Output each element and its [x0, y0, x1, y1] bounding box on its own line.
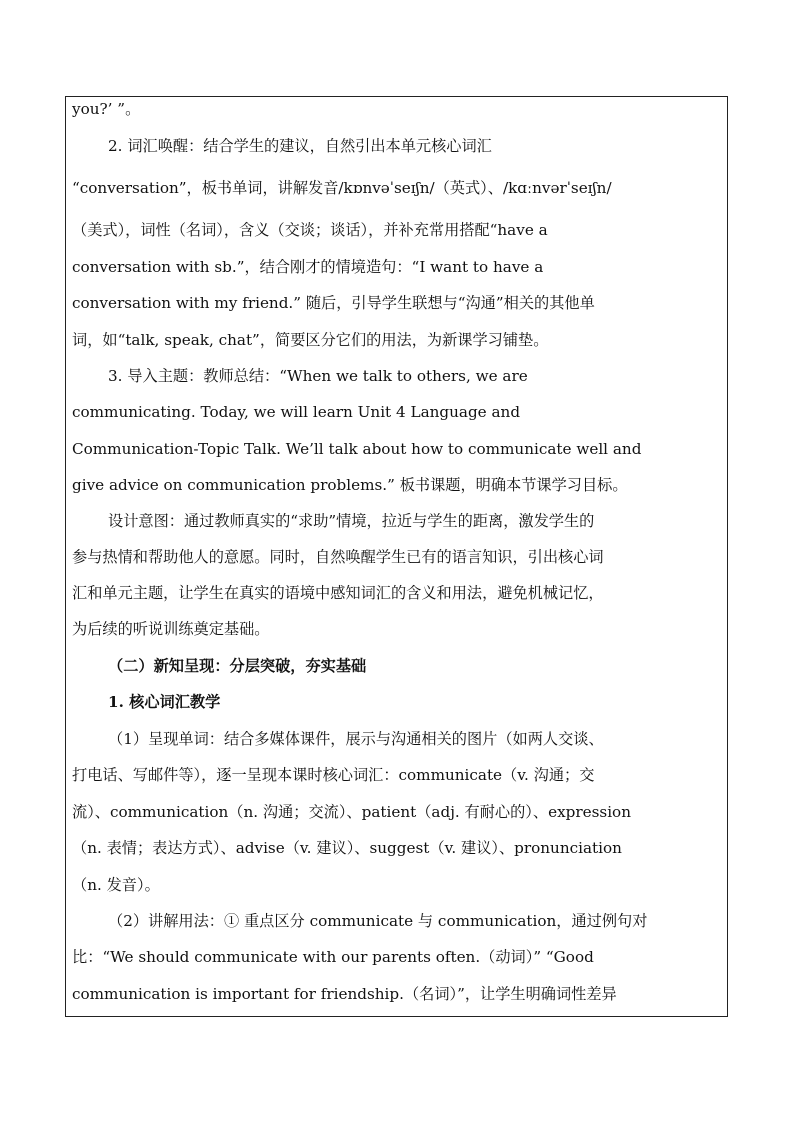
text-line: （n. 发音）。 — [72, 876, 160, 894]
text-line: 2. 词汇唤醒：结合学生的建议，自然引出本单元核心词汇 — [108, 137, 492, 155]
text-line: 打电话、写邮件等），逐一呈现本课时核心词汇：communicate（v. 沟通；交 — [72, 766, 595, 784]
subsection-heading: 1. 核心词汇教学 — [108, 693, 221, 711]
text-line: conversation with sb.”，结合刚才的情境造句：“I want to have a — [72, 258, 544, 276]
text-line: （美式），词性（名词），含义（交谈；谈话），并补充常用搭配“have a — [72, 221, 548, 239]
text-line: give advice on communication problems.” 板书课题，明确本节课学习目标。 — [72, 476, 628, 494]
text-line: 为后续的听说训练奠定基础。 — [72, 620, 270, 638]
text-line: （1）呈现单词：结合多媒体课件，展示与沟通相关的图片（如两人交谈、 — [108, 730, 604, 748]
text-line: 参与热情和帮助他人的意愿。同时，自然唤醒学生已有的语言知识，引出核心词 — [72, 548, 604, 566]
text-line: （2）讲解用法：① 重点区分 communicate 与 communication，通过例句对 — [108, 912, 648, 930]
text-line: communication is important for friendship.（名词）”，让学生明确词性差异 — [72, 985, 617, 1003]
text-line: “conversation”，板书单词，讲解发音/kɒnvəˈseɪʃn/（英式）、/kɑːnvərˈseɪʃn/ — [72, 179, 612, 197]
text-line: conversation with my friend.” 随后，引导学生联想与“沟通”相关的其他单 — [72, 294, 595, 312]
section-heading: （二）新知呈现：分层突破，夯实基础 — [108, 657, 367, 675]
text-line: （n. 表情；表达方式）、advise（v. 建议）、suggest（v. 建议）、pronunciation — [72, 839, 622, 857]
text-line: 比：“We should communicate with our parents often.（动词）” “Good — [72, 948, 594, 966]
text-line: Communication-Topic Talk. We’ll talk about how to communicate well and — [72, 440, 642, 458]
text-line: 汇和单元主题，让学生在真实的语境中感知词汇的含义和用法，避免机械记忆， — [72, 584, 604, 602]
text-line: 词，如“talk, speak, chat”，简要区分它们的用法，为新课学习铺垫。 — [72, 331, 549, 349]
text-line: you?’ ”。 — [72, 100, 141, 118]
text-line: 3. 导入主题：教师总结：“When we talk to others, we are — [108, 367, 528, 385]
text-line: 流）、communication（n. 沟通；交流）、patient（adj. 有耐心的）、expression — [72, 803, 631, 821]
text-line: 设计意图：通过教师真实的“求助”情境，拉近与学生的距离，激发学生的 — [108, 512, 595, 530]
text-line: communicating. Today, we will learn Unit 4 Language and — [72, 403, 521, 421]
